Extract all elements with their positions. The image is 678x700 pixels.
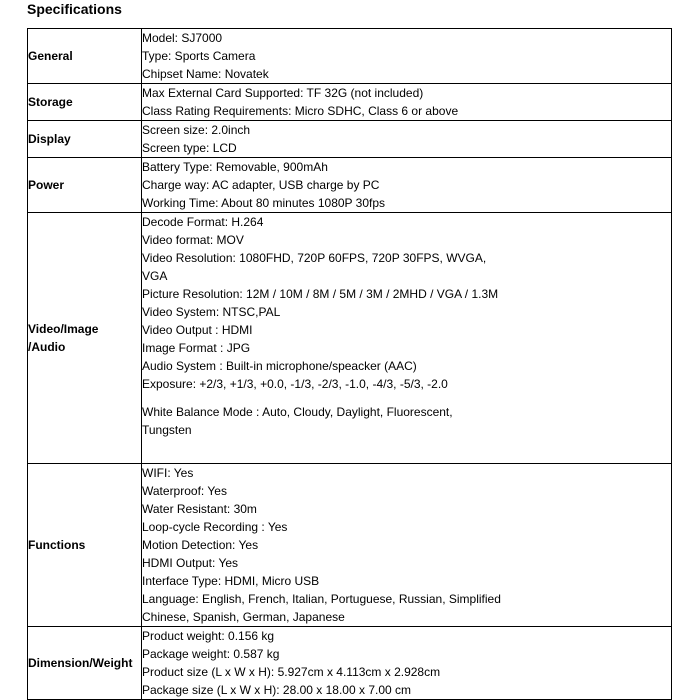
spec-line: Charge way: AC adapter, USB charge by PC bbox=[142, 178, 380, 192]
spec-line: Exposure: +2/3, +1/3, +0.0, -1/3, -2/3, -1.0, -4/3, -5/3, -2.0 bbox=[142, 377, 448, 391]
table-row bbox=[28, 464, 672, 627]
spec-line: Audio System : Built-in microphone/speacker (AAC) bbox=[142, 359, 417, 373]
spec-line: Screen type: LCD bbox=[142, 141, 237, 155]
category-general: General bbox=[28, 29, 142, 84]
table-row bbox=[28, 84, 672, 121]
spec-line: White Balance Mode : Auto, Cloudy, Daylight, Fluorescent, Tungsten bbox=[142, 405, 453, 437]
spec-line: Product weight: 0.156 kg bbox=[142, 629, 275, 643]
spec-line: Max External Card Supported: TF 32G (not included) bbox=[142, 86, 424, 100]
spec-line: Video Output : HDMI bbox=[142, 323, 253, 337]
spec-line: Model: SJ7000 bbox=[142, 31, 223, 45]
spec-line: Battery Type: Removable, 900mAh bbox=[142, 160, 328, 174]
spec-line: Video System: NTSC,PAL bbox=[142, 305, 281, 319]
category-functions: Functions bbox=[28, 464, 142, 627]
spec-line: Waterproof: Yes bbox=[142, 484, 227, 498]
spec-line: Interface Type: HDMI, Micro USB bbox=[142, 574, 320, 588]
table-row bbox=[28, 158, 672, 213]
table-row bbox=[28, 29, 672, 84]
value-cell bbox=[142, 84, 672, 121]
spec-line: Class Rating Requirements: Micro SDHC, Class 6 or above bbox=[142, 104, 459, 118]
page-title: Specifications bbox=[27, 1, 122, 17]
category-storage: Storage bbox=[28, 84, 142, 121]
value-cell bbox=[142, 158, 672, 213]
value-cell bbox=[142, 29, 672, 84]
spec-line: Screen size: 2.0inch bbox=[142, 123, 251, 137]
spec-line: Motion Detection: Yes bbox=[142, 538, 259, 552]
value-cell bbox=[142, 213, 672, 464]
spec-line: WIFI: Yes bbox=[142, 466, 194, 480]
spec-line: Decode Format: H.264 bbox=[142, 215, 264, 229]
table-row bbox=[28, 627, 672, 700]
spec-line: Type: Sports Camera bbox=[142, 49, 256, 63]
category-video-image-audio bbox=[28, 213, 142, 464]
spec-line: Language: English, French, Italian, Portuguese, Russian, Simplified Chinese, Spanish, German, Japanese bbox=[142, 592, 501, 624]
value-cell bbox=[142, 464, 672, 627]
category-label-line: Video/Image bbox=[28, 322, 99, 336]
table-row bbox=[28, 121, 672, 158]
spec-line: Video Resolution: 1080FHD, 720P 60FPS, 720P 30FPS, WVGA, VGA bbox=[142, 251, 487, 283]
spec-line: Package size (L x W x H): 28.00 x 18.00 x 7.00 cm bbox=[142, 683, 412, 697]
table-row bbox=[28, 213, 672, 464]
spec-line: Water Resistant: 30m bbox=[142, 502, 257, 516]
category-label-line: /Audio bbox=[28, 340, 66, 354]
value-cell bbox=[142, 627, 672, 700]
value-cell bbox=[142, 121, 672, 158]
spec-line: HDMI Output: Yes bbox=[142, 556, 239, 570]
spec-line: Video format: MOV bbox=[142, 233, 244, 247]
spec-line: Working Time: About 80 minutes 1080P 30fps bbox=[142, 196, 386, 210]
specifications-table bbox=[27, 28, 672, 700]
spec-line: Product size (L x W x H): 5.927cm x 4.113cm x 2.928cm bbox=[142, 665, 441, 679]
spec-line: Chipset Name: Novatek bbox=[142, 67, 269, 81]
spec-line: Image Format : JPG bbox=[142, 341, 251, 355]
category-power: Power bbox=[28, 158, 142, 213]
spec-line: Package weight: 0.587 kg bbox=[142, 647, 280, 661]
category-display: Display bbox=[28, 121, 142, 158]
spec-line: Loop-cycle Recording : Yes bbox=[142, 520, 288, 534]
category-dimension-weight: Dimension/Weight bbox=[28, 627, 142, 700]
spec-line: Picture Resolution: 12M / 10M / 8M / 5M / 3M / 2MHD / VGA / 1.3M bbox=[142, 287, 499, 301]
